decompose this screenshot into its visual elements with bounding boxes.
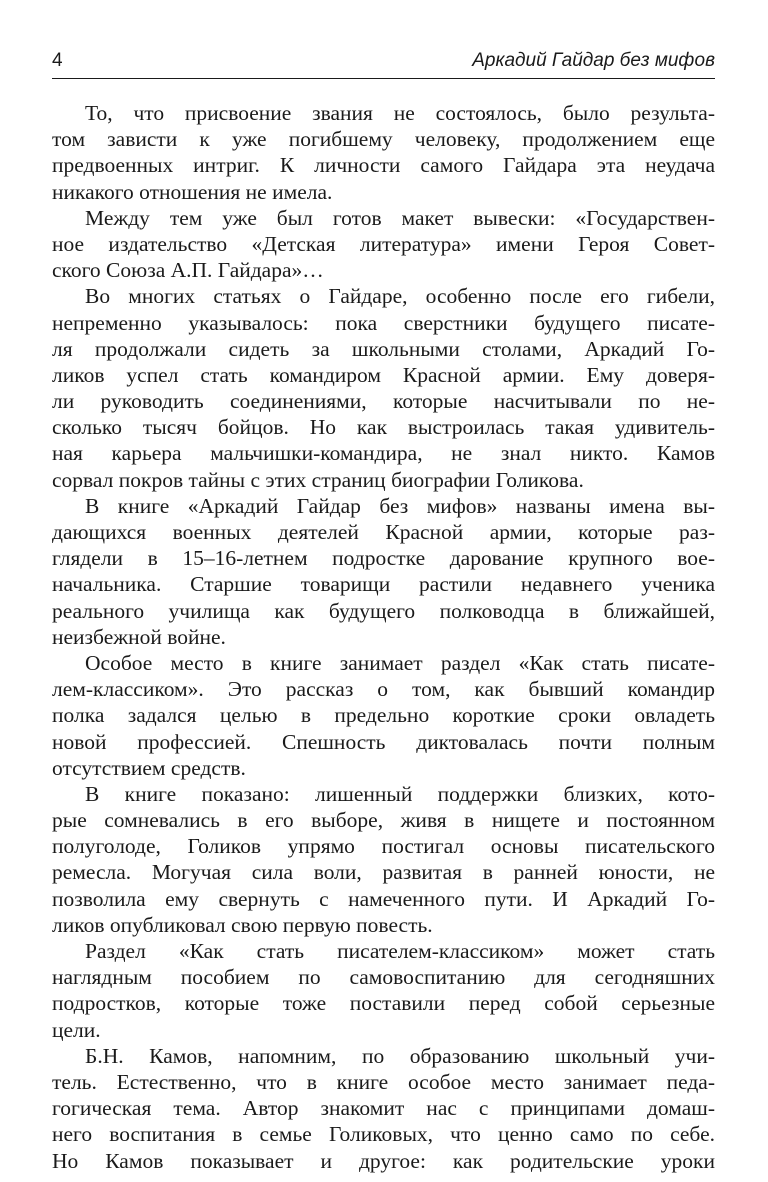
text-line: дающихся военных деятелей Красной армии, которые раз- [52, 520, 715, 544]
paragraph [52, 283, 715, 493]
text-line: ликов опубликовал свою первую повесть. [52, 912, 433, 937]
text-line: ского Союза А.П. Гайдара»… [52, 258, 324, 283]
paragraph [52, 100, 715, 205]
text-line: Во многих статьях о Гайдаре, особенно после его гибели, [85, 284, 715, 309]
text-line: То, что присвоение звания не состоялось, было результа- [85, 101, 715, 125]
running-title: Аркадий Гайдар без мифов [472, 50, 715, 71]
text-line: наглядным пособием по самовоспитанию для сегодняшних [52, 965, 715, 990]
text-line: рые сомневались в его выборе, живя в нищете и постоянном [52, 808, 715, 833]
text-line: ная карьера мальчишки-командира, не знал никто. Камов [52, 441, 715, 466]
paragraph [52, 1043, 715, 1174]
text-line: неизбежной войне. [52, 624, 226, 649]
text-line: сорвал покров тайны с этих страниц биографии Голикова. [52, 467, 584, 492]
text-line: никакого отношения не имела. [52, 179, 333, 204]
text-line: полка задался целью в предельно короткие сроки овладеть [52, 703, 715, 728]
running-header [52, 44, 715, 79]
text-line: реального училища как будущего полководца в ближайшей, [52, 598, 715, 623]
text-line: ли руководить соединениями, которые насчитывали по не- [52, 389, 715, 414]
text-line: ремесла. Могучая сила воли, развитая в ранней юности, не [52, 860, 715, 885]
paragraph [52, 650, 715, 781]
text-line: ликов успел стать командиром Красной армии. Ему доверя- [52, 362, 715, 387]
text-line: Между тем уже был готов макет вывески: «Государствен- [85, 205, 715, 230]
text-line: В книге показано: лишенный поддержки близких, кото- [85, 781, 715, 806]
text-line: гогическая тема. Автор знакомит нас с принципами домаш- [52, 1096, 715, 1121]
paragraph [52, 781, 715, 938]
text-line: лем-классиком». Это рассказ о том, как бывший командир [52, 677, 715, 702]
text-line: полуголоде, Голиков упрямо постигал основы писательского [52, 834, 715, 859]
text-line: том зависти к уже погибшему человеку, продолжением еще [52, 127, 715, 152]
text-line: предвоенных интриг. К личности самого Гайдара эта неудача [52, 153, 715, 178]
paragraph [52, 938, 715, 1043]
text-line: цели. [52, 1017, 101, 1042]
text-line: подростков, которые тоже поставили перед собой серьезные [52, 991, 715, 1016]
text-line: позволила ему свернуть с намеченного пути. И Аркадий Го- [52, 886, 715, 911]
text-line: глядели в 15–16-летнем подростке дарование крупного вое- [52, 546, 715, 571]
text-line: В книге «Аркадий Гайдар без мифов» названы имена вы- [85, 493, 715, 518]
text-line: сколько тысяч бойцов. Но как выстроилась такая удивитель- [52, 415, 715, 440]
page-number: 4 [52, 50, 63, 71]
text-line: ное издательство «Детская литература» имени Героя Совет- [52, 231, 715, 256]
text-line: Б.Н. Камов, напомним, по образованию школьный учи- [85, 1043, 715, 1068]
text-line: тель. Естественно, что в книге особое место занимает педа- [52, 1069, 715, 1094]
text-line: Особое место в книге занимает раздел «Как стать писате- [85, 650, 715, 675]
text-line: новой профессией. Спешность диктовалась почти полным [52, 729, 715, 754]
text-line: непременно указывалось: пока сверстники будущего писате- [52, 310, 715, 335]
text-line: него воспитания в семье Голиковых, что ценно само по себе. [52, 1122, 715, 1147]
text-line: начальника. Старшие товарищи растили недавнего ученика [52, 572, 715, 597]
text-line: отсутствием средств. [52, 755, 246, 780]
text-line: ля продолжали сидеть за школьными столами, Аркадий Го- [52, 336, 715, 361]
paragraph [52, 205, 715, 284]
text-line: Но Камов показывает и другое: как родительские уроки [52, 1148, 715, 1173]
text-line: Раздел «Как стать писателем-классиком» может стать [85, 939, 715, 963]
paragraph [52, 493, 715, 650]
body-text [52, 100, 715, 1174]
